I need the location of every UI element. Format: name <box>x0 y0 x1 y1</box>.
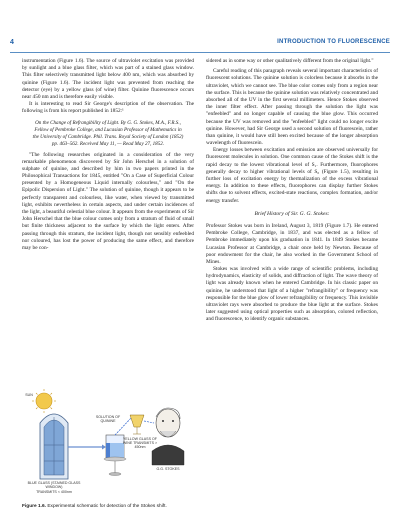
solution-label: SOLUTION OF QUININE <box>95 415 121 424</box>
figure-caption <box>22 504 194 510</box>
figure-1-6 <box>22 387 194 503</box>
blue-glass-label: BLUE GLASS (STAINED GLASS WINDOW) <box>27 481 81 490</box>
page-header <box>10 40 390 53</box>
box-heading: Brief History of Sir. G. G. Stokes: <box>254 210 330 217</box>
page-number: 4 <box>10 39 14 46</box>
yellow-glass-label: YELLOW GLASS OF WINE TRANSMITS > 450nm <box>122 437 158 450</box>
caption-label: Figure 1.6. <box>22 504 46 509</box>
paragraph: Careful reading of this paragraph reveals several important characteristics of fluorescent solutions. The quinine solution is colorless because it absorbs in the ultraviolet, which we cannot see. The blue color comes only from a region near the surface. This is because the quinine solution was relatively concentrated and absorbed all of the UV in the first several millimeters. Hence Stokes observed the inner filter effect. After passing through the solution the light was "enfeebled" and no longer capable of causing the blue glow. This occurred because the UV was removed and the "enfeebled" light could no longer excite quinine. However, had Sir George used a second solution of fluorescein, rather than quinine, it would have still been excited because of the longer absorption wavelength of fluorescein. <box>206 68 378 147</box>
paragraph: instrumentation (Figure 1.6). The source of ultraviolet excitation was provided by sunlight and a blue glass filter, which was part of a stained glass window. This filter selectively transmitted light below 400 nm, which was absorbed by quinine (Figure 1.6). The incident light was prevented from reaching the detector (eye) by a yellow glass (of wine) filter. Quinine fluorescence occurs near 450 nm and is therefore easily visible. <box>22 58 194 100</box>
paragraph: sidered as in some way or other qualitatively different from the original light." <box>206 58 374 64</box>
sun-icon <box>32 389 56 413</box>
paragraph: Stokes was involved with a wide range of scientific problems, including hydrodynamics, elasticity of solids, and diffraction of light. The wave theory of light was already known when he entered Cambridge. In his classic paper on quinine, he understood that light of a higher "refrangibility" or frequency was responsible for the blue glow of lower refrangibility or frequency. This invisible ultraviolet rays were absorbed to produce the blue light at the surface. Stokes later suggested using optical properties such as absorption, colored reflection, and fluorescence, to identify organic substances. <box>206 266 378 323</box>
stokes-label: G.G. STOKES <box>156 467 180 471</box>
right-column <box>206 58 378 324</box>
paragraph: Energy losses between excitation and emission are observed universally for fluorescent molecules in solution. One common cause of the Stokes shift is the rapid decay to the lowest vibrational level of S₁. Furthermore, fluorophores generally decay to higher vibrational levels of S₀ (Figure 1.5), resulting in further loss of excitation energy by thermalization of the excess vibrational energy. In addition to these effects, fluorophores can display further Stokes shifts due to solvent effects, excited-state reactions, complex formation, and/or energy transfer. <box>206 147 378 204</box>
caption-text: Experimental schematic for detection of the Stokes shift. <box>47 504 167 509</box>
paragraph: It is interesting to read Sir George's description of the observation. The following is from his report published in 1852:¹ <box>22 101 194 115</box>
sun-label: SUN <box>25 393 33 397</box>
transmits-label: TRANSMITS < 400nm <box>36 490 72 494</box>
wine-glass-icon <box>130 415 144 434</box>
citation: On the Change of Refrangibility of Light. By G. G. Stokes, M.A., F.R.S., Fellow of Pembroke College, and Lucasian Professor of Mathematics in the University of Cambridge. Phil. Trans. Royal Society of London (1852) pp. 463–562. Received May 11, — Read May 27, 1852. <box>32 119 184 147</box>
paragraph: Professor Stokes was born in Ireland, August 3, 1819 (Figure 1.7). He entered Pembroke College, Cambridge, in 1837, and was elected as a fellow of Pembroke immediately upon his graduation in 1841. In 1849 Stokes became Lucasian Professor at Cambridge, a chair once held by Newton. Because of poor endowment for the chair, he also worked in the Government School of Mines. <box>206 222 378 265</box>
stained-glass-window-icon <box>40 414 68 479</box>
running-head: INTRODUCTION TO FLUORESCENCE <box>277 39 390 45</box>
left-column <box>22 58 194 252</box>
quote-paragraph: "The following researches originated in a consideration of the very remarkable phenomenon discovered by Sir John Herschel in a solution of sulphate of quinine, and described by him in two papers printed in the Philosophical Transactions for 1845, entitled "On a Case of Superficial Colour presented by a Homogeneous Liquid internally colourless," and "On the Epipolic Dispersion of Light." The solution of quinine, though it appears to be perfectly transparent and colourless, like water, when viewed by transmitted light, exhibits nevertheless in certain aspects, and under certain incidences of the light, a beautiful celestial blue colour. It appears from the experiments of Sir John Herschel that the blue colour comes only from a stratum of fluid of small but finite thickness adjacent to the surface by which the light enters. After passing through this stratum, the incident light, though not sensibly enfeebled nor coloured, has lost the power of producing the same effect, and therefore may be con- <box>22 151 194 251</box>
